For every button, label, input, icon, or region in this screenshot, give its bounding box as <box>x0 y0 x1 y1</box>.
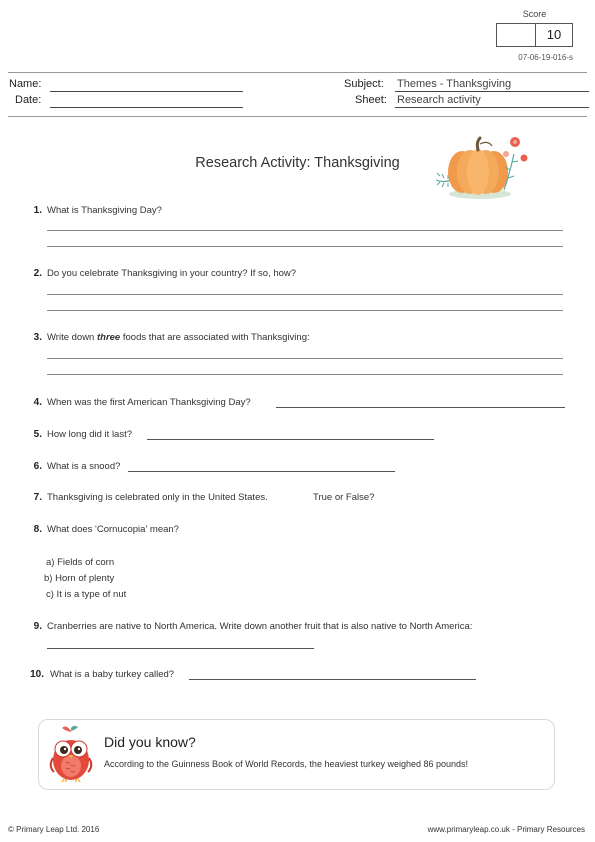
did-you-know-text: According to the Guinness Book of World Records, the heaviest turkey weighed 86 pounds! <box>104 759 469 769</box>
date-field[interactable] <box>50 94 243 108</box>
question-number: 5. <box>33 429 42 440</box>
true-false-prompt: True or False? <box>313 492 375 503</box>
question-number: 6. <box>33 461 42 472</box>
date-label: Date: <box>15 94 42 106</box>
name-field[interactable] <box>50 78 243 92</box>
score-box <box>496 23 573 47</box>
score-label: Score <box>522 9 547 19</box>
answer-line[interactable] <box>47 230 563 231</box>
question-text: How long did it last? <box>47 429 133 440</box>
footer-copyright: © Primary Leap Ltd. 2016 <box>8 825 100 834</box>
header-top-rule <box>8 72 587 73</box>
answer-line[interactable] <box>47 374 563 375</box>
option-c[interactable]: c) It is a type of nut <box>46 589 127 600</box>
answer-line[interactable] <box>47 310 563 311</box>
answer-line[interactable] <box>128 461 395 472</box>
header-bottom-rule <box>8 116 587 117</box>
question-text: What does 'Cornucopia' mean? <box>47 524 179 535</box>
owl-illustration <box>44 724 98 784</box>
question-number: 9. <box>33 621 42 632</box>
question-text: Cranberries are native to North America. Write down another fruit that is also native to North America: <box>47 621 473 632</box>
question-text: What is Thanksgiving Day? <box>47 205 162 216</box>
question-text: When was the first American Thanksgiving Day? <box>47 397 251 408</box>
question-text-before: Write down <box>47 332 97 343</box>
question-number: 2. <box>33 268 42 279</box>
question-number: 7. <box>33 492 42 503</box>
sheet-value: Research activity <box>395 94 589 108</box>
question-emphasis: three <box>96 332 121 343</box>
sheet-code: 07-06-19-016-s <box>518 53 573 62</box>
question-text: What is a snood? <box>47 461 121 472</box>
question-text-after: foods that are associated with Thanksgiving: <box>120 332 310 343</box>
question-number: 1. <box>33 205 42 216</box>
question-text: What is a baby turkey called? <box>50 669 175 680</box>
subject-label: Subject: <box>344 78 384 90</box>
answer-line[interactable] <box>47 638 314 649</box>
name-label: Name: <box>9 78 42 90</box>
sheet-label: Sheet: <box>355 94 387 106</box>
question-text <box>47 332 310 343</box>
answer-line[interactable] <box>47 358 563 359</box>
score-value: 10 <box>546 27 562 42</box>
page-title: Research Activity: Thanksgiving <box>195 155 400 171</box>
question-text: Do you celebrate Thanksgiving in your country? If so, how? <box>47 268 297 279</box>
answer-line[interactable] <box>147 429 434 440</box>
option-b[interactable]: b) Horn of plenty <box>44 573 115 584</box>
score-empty-cell <box>497 24 536 46</box>
subject-value: Themes - Thanksgiving <box>395 78 589 92</box>
answer-line[interactable] <box>47 246 563 247</box>
answer-line[interactable] <box>47 294 563 295</box>
answer-line[interactable] <box>189 669 476 680</box>
did-you-know-box <box>38 719 555 790</box>
pumpkin-illustration <box>432 132 532 204</box>
option-a[interactable]: a) Fields of corn <box>46 557 115 568</box>
question-number: 3. <box>33 332 42 343</box>
question-number: 10. <box>30 669 44 680</box>
question-number: 4. <box>33 397 42 408</box>
question-text: Thanksgiving is celebrated only in the United States. <box>47 492 268 503</box>
footer-website[interactable]: www.primaryleap.co.uk - Primary Resources <box>427 825 585 834</box>
question-number: 8. <box>33 524 42 535</box>
answer-line[interactable] <box>276 397 565 408</box>
did-you-know-title: Did you know? <box>104 734 196 750</box>
